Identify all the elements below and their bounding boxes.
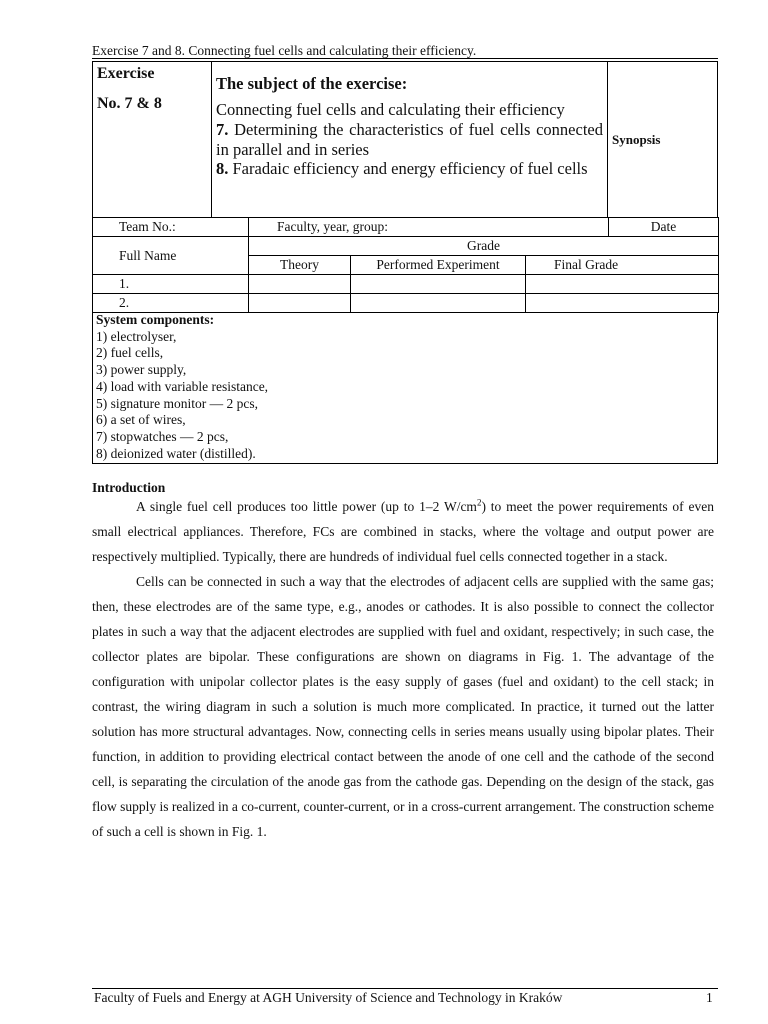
table-row <box>93 218 719 237</box>
list-item: 5) signature monitor — 2 pcs, <box>96 395 258 411</box>
subject-intro: Connecting fuel cells and calculating their efficiency <box>216 100 565 119</box>
paragraph-1-start: A single fuel cell produces too little power (up to 1–2 W/cm <box>136 499 477 514</box>
grade-table <box>92 217 719 313</box>
item-8-number: 8. <box>216 159 229 178</box>
theory-input-1 <box>249 275 351 294</box>
introduction-heading: Introduction <box>92 480 166 495</box>
paragraph-1 <box>92 494 714 569</box>
theory-input-2 <box>249 294 351 313</box>
exercise-number: No. 7 & 8 <box>97 95 162 112</box>
row-number-2: 2. <box>93 294 249 313</box>
exercise-label: Exercise <box>97 65 155 82</box>
grade-header-cell: Grade <box>249 237 719 256</box>
list-item: 8) deionized water (distilled). <box>96 445 256 461</box>
synopsis-cell: Synopsis <box>612 131 661 147</box>
subject-cell <box>212 62 608 217</box>
header-rule <box>92 58 718 59</box>
list-item: 2) fuel cells, <box>96 345 164 361</box>
subject-heading: The subject of the exercise: <box>216 74 408 93</box>
footer-institution: Faculty of Fuels and Energy at AGH University of Science and Technology in Kraków <box>94 990 563 1005</box>
system-components-box <box>92 312 718 464</box>
page-number: 1 <box>706 990 713 1005</box>
faculty-cell: Faculty, year, group: <box>249 218 609 237</box>
table-row <box>93 275 719 294</box>
item-8-text: Faradaic efficiency and energy efficiency of fuel cells <box>228 159 588 178</box>
final-input-2 <box>526 294 719 313</box>
item-7-text: Determining the characteristics of fuel cells connected in parallel and in series <box>216 120 603 159</box>
row-number-1: 1. <box>93 275 249 294</box>
paragraph-1-end: ) to meet the power requirements of even small electrical appliances. Therefore, FCs are combined in stacks, where the voltage and output power are respectively multiplied. Typically, there are hundreds of individual fuel cells connected together in a stack. <box>92 499 714 564</box>
components-title: System components: <box>96 312 215 327</box>
footer-rule <box>92 988 718 989</box>
full-name-cell: Full Name <box>93 237 249 275</box>
final-input-1 <box>526 275 719 294</box>
theory-header-cell: Theory <box>249 256 351 275</box>
paragraph-2: Cells can be connected in such a way that the electrodes of adjacent cells are supplied with the same gas; then, these electrodes are of the same type, e.g., anodes or cathodes. It is also possible to connect the collector plates in such a way that the adjacent electrodes are supplied with fuel and oxidant, respectively; in such case, the collector plates are bipolar. These configurations are shown on diagrams in Fig. 1. The advantage of the configuration with unipolar collector plates is the easy supply of gases (fuel and oxidant) to the cell stack; in contrast, the wiring diagram in such a solution is much more complicated. In practice, it turned out the latter solution has more structural advantages. Now, connecting cells in series means usually using bipolar plates. Their function, in addition to providing electrical contact between the anode of one cell and the cathode of the second cell, is separating the circulation of the anode gas from the cathode gas. Depending on the design of the stack, gas flow supply is realized in a co-current, counter-current, or in a cross-current arrangement. The construction scheme of such a cell is shown in Fig. 1. <box>92 574 714 839</box>
list-item: 4) load with variable resistance, <box>96 378 269 394</box>
subject-item-7 <box>216 120 603 159</box>
performed-input-1 <box>351 275 526 294</box>
list-item: 7) stopwatches — 2 pcs, <box>96 428 229 444</box>
list-item: 3) power supply, <box>96 362 187 378</box>
item-7-number: 7. <box>216 120 229 139</box>
table-row <box>93 294 719 313</box>
performed-header-cell: Performed Experiment <box>351 256 526 275</box>
subject-item-8 <box>216 159 603 179</box>
team-no-cell: Team No.: <box>93 218 249 237</box>
final-header-cell: Final Grade <box>526 256 719 275</box>
date-cell: Date <box>609 218 719 237</box>
list-item: 6) a set of wires, <box>96 412 186 428</box>
performed-input-2 <box>351 294 526 313</box>
exercise-title-box <box>92 61 718 218</box>
table-row <box>93 237 719 256</box>
introduction-body <box>92 494 714 844</box>
running-header: Exercise 7 and 8. Connecting fuel cells and calculating their efficiency. <box>92 43 477 58</box>
list-item: 1) electrolyser, <box>96 328 177 344</box>
exercise-number-cell <box>93 62 212 217</box>
superscript-2: 2 <box>476 497 482 508</box>
